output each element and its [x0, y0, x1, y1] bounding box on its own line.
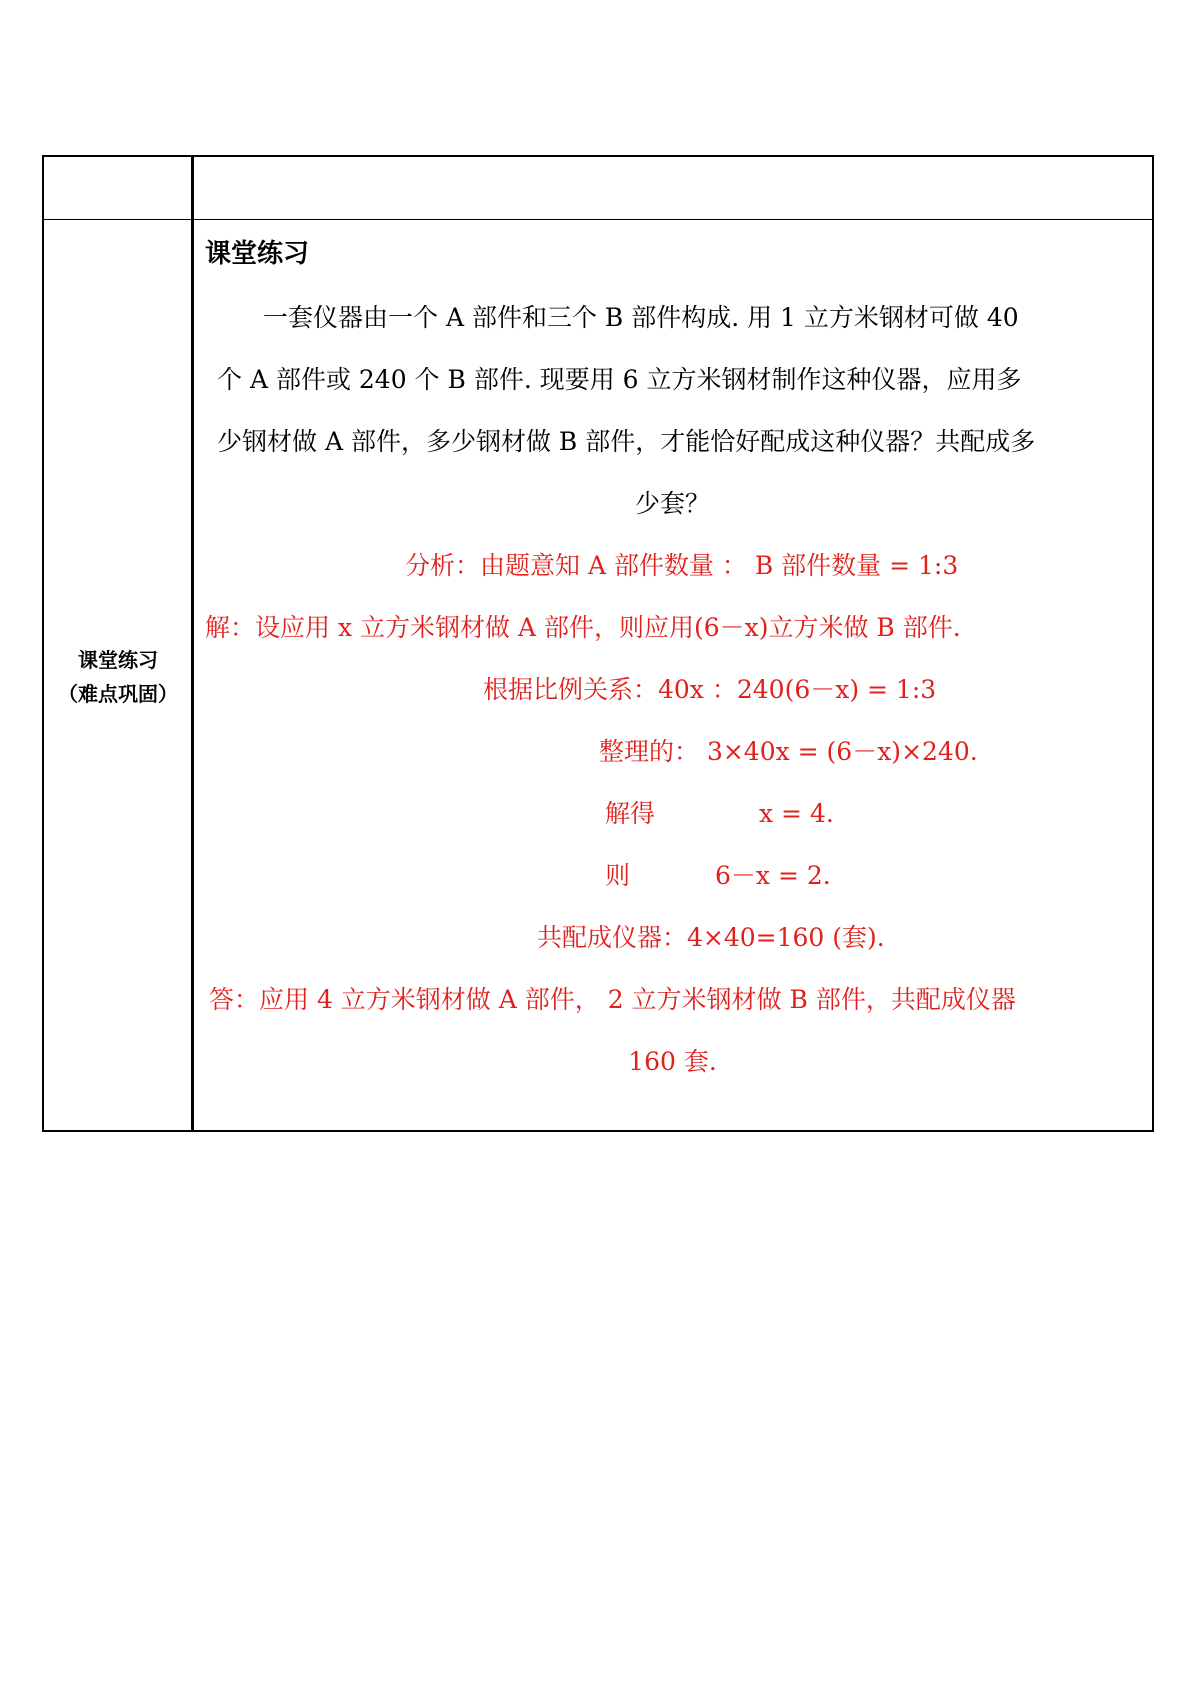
table-top-border: [42, 155, 1154, 157]
left-cell-subtitle: （难点巩固）: [58, 682, 178, 706]
table-row-divider: [42, 219, 1154, 220]
solution-solve-value: x = 4.: [759, 799, 834, 828]
problem-line-1: 一套仪器由一个 A 部件和三个 B 部件构成. 用 1 立方米钢材可做 40: [263, 303, 1019, 332]
problem-line-2: 个 A 部件或 240 个 B 部件. 现要用 6 立方米钢材制作这种仪器，应用多: [217, 365, 1022, 394]
solution-then-label: 则: [605, 861, 631, 890]
problem-line-3: 少钢材做 A 部件，多少钢材做 B 部件，才能恰好配成这种仪器？共配成多: [217, 427, 1036, 456]
solution-ratio: 根据比例关系：40x ：240(6－x) = 1:3: [483, 675, 937, 704]
table-bottom-border: [42, 1130, 1154, 1132]
solution-total: 共配成仪器：4×40=160 (套).: [537, 923, 885, 952]
left-cell-title: 课堂练习: [78, 648, 158, 672]
left-cell-label: [44, 643, 192, 711]
solution-analysis: 分析：由题意知 A 部件数量 ： B 部件数量 = 1:3: [405, 551, 959, 580]
solution-solve-label: 解得: [605, 799, 656, 828]
table-right-border: [1152, 155, 1154, 1132]
problem-line-4: 少套？: [634, 489, 710, 518]
solution-then-value: 6－x = 2.: [715, 861, 831, 890]
answer-line-2: 160 套.: [628, 1047, 717, 1076]
solution-simplify: 整理的： 3×40x = (6－x)×240.: [599, 737, 978, 766]
solution-setup: 解：设应用 x 立方米钢材做 A 部件，则应用(6－x)立方米做 B 部件.: [205, 613, 961, 642]
section-title: 课堂练习: [205, 239, 310, 269]
answer-line-1: 答：应用 4 立方米钢材做 A 部件， 2 立方米钢材做 B 部件，共配成仪器: [209, 985, 1016, 1014]
